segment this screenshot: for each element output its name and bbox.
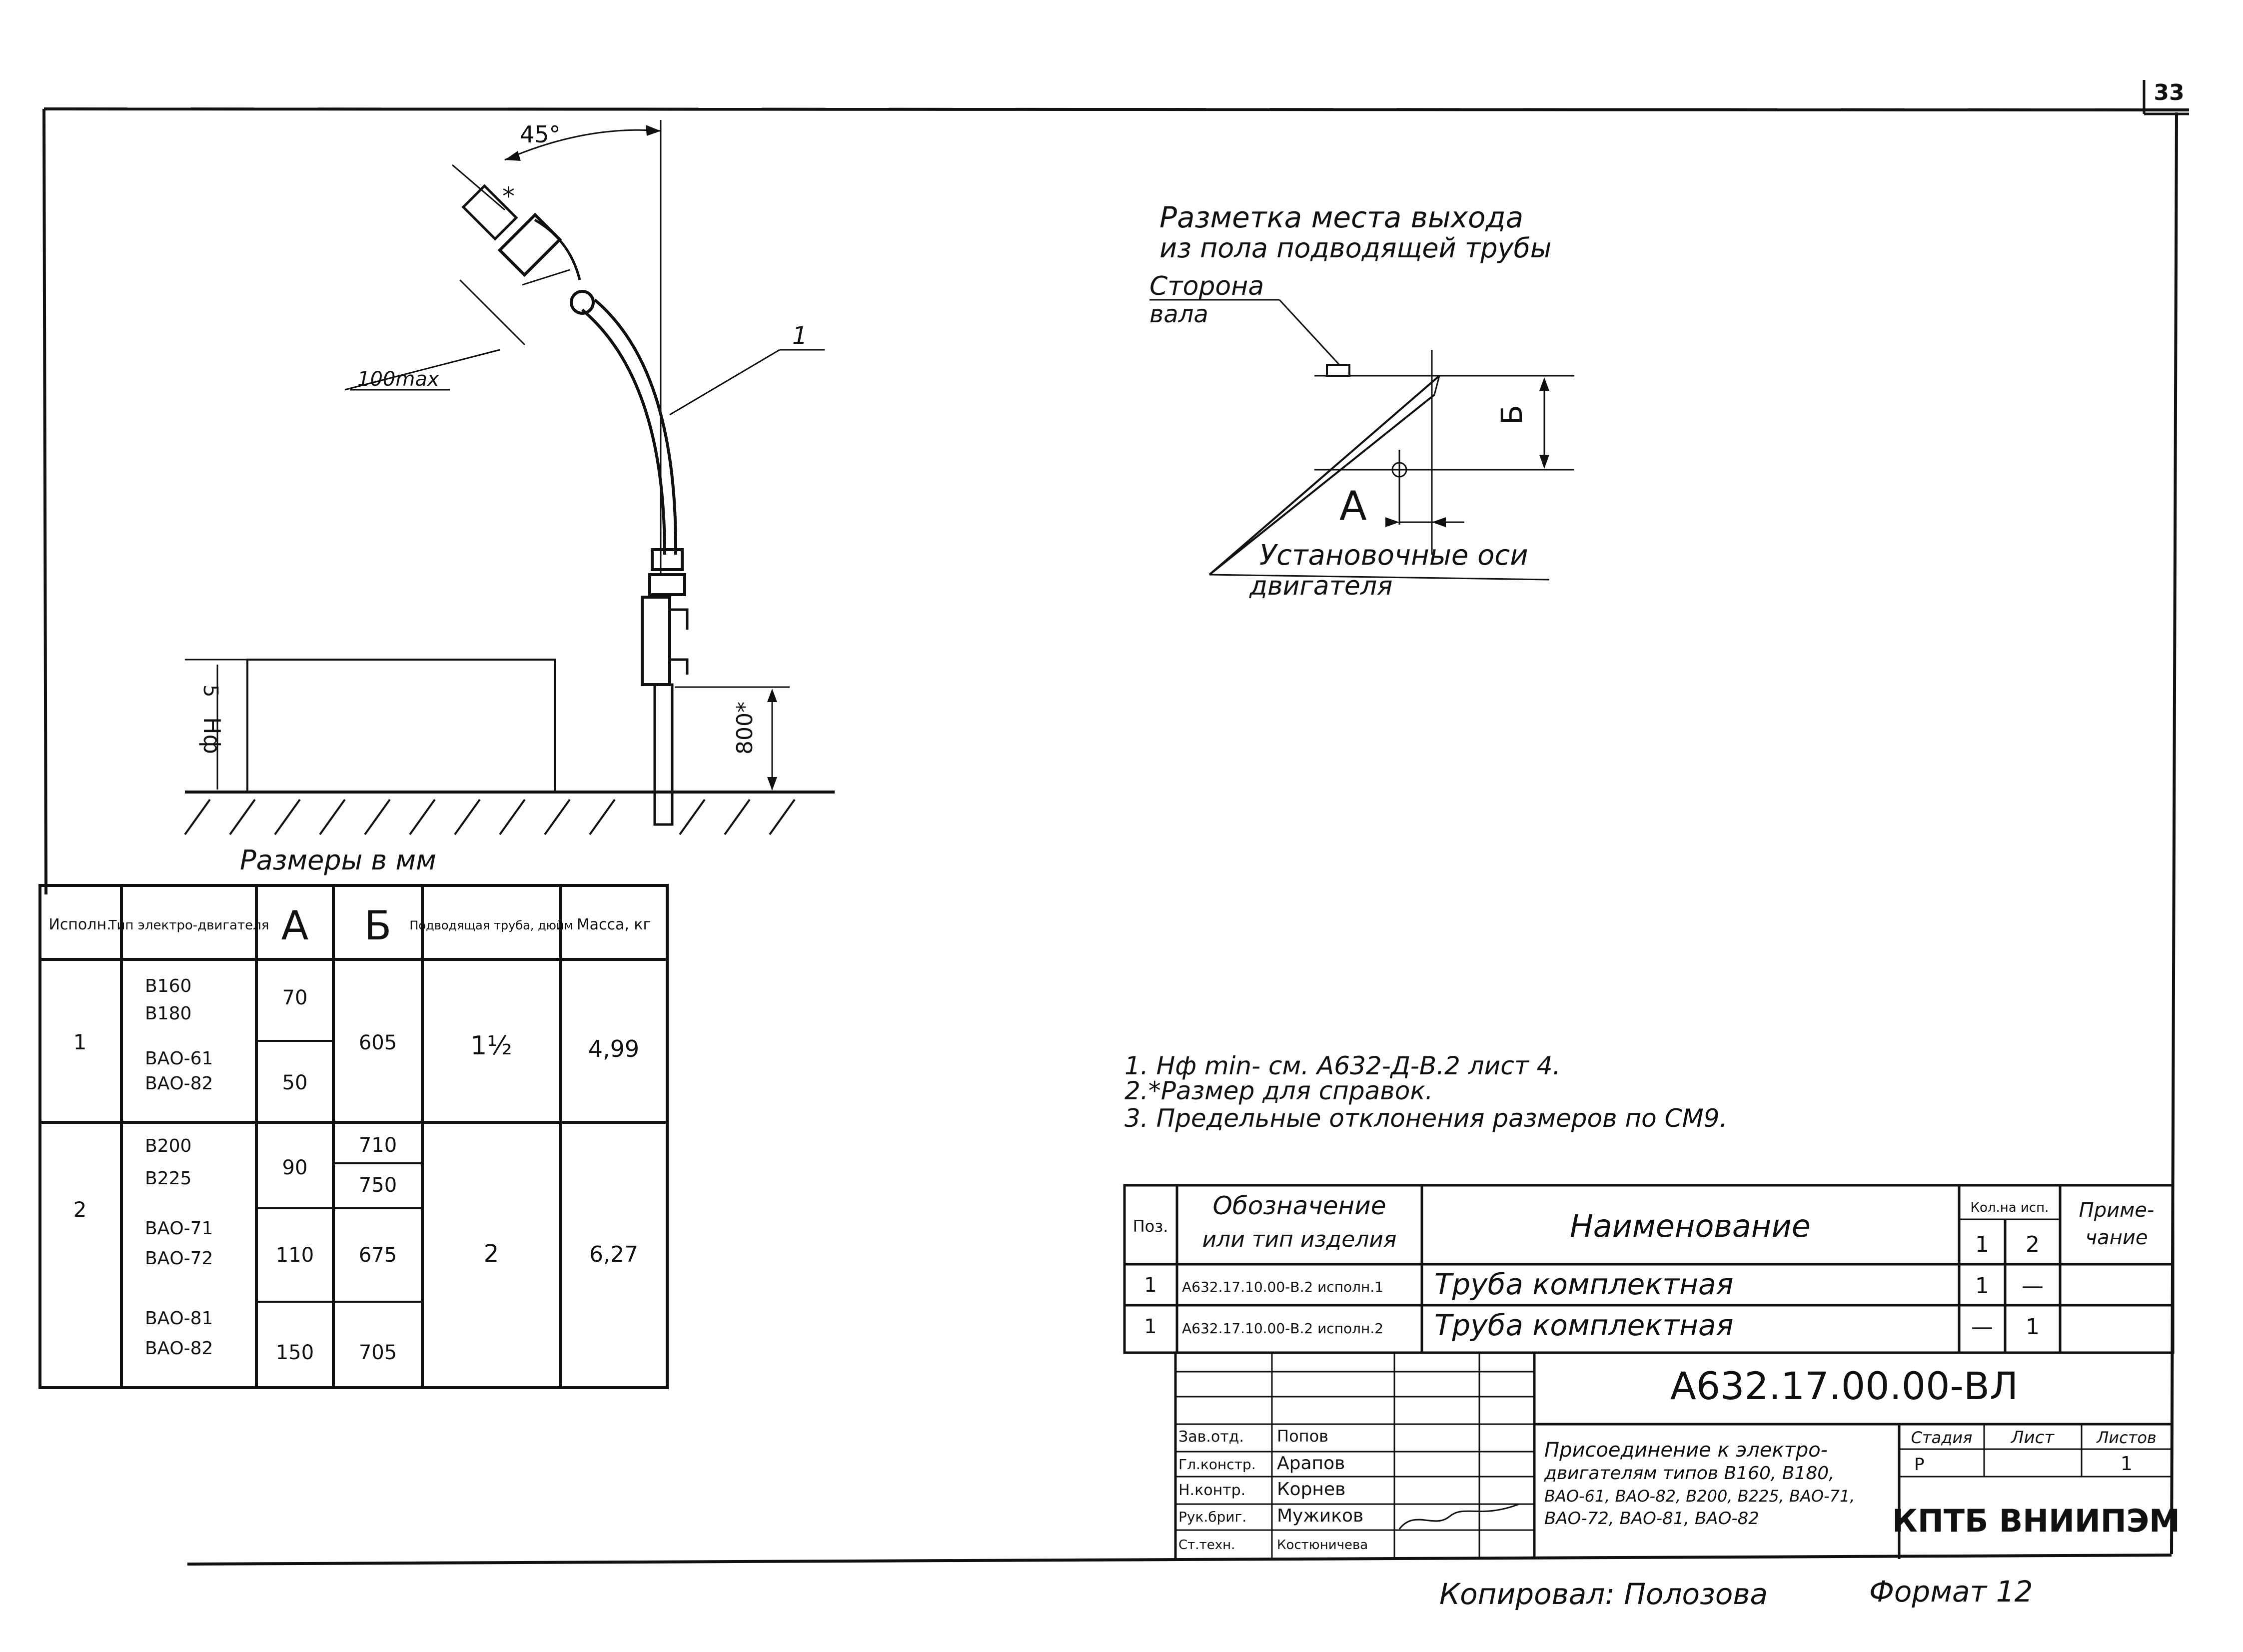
dim-800-label: 800* <box>732 702 758 755</box>
type-vao81: ВАО-81 <box>145 1308 213 1329</box>
dim-a-label: А <box>1339 483 1367 529</box>
title-block-text <box>1178 1364 2180 1553</box>
marking-title-1: Разметка места выхода <box>1159 200 1524 234</box>
title-line-2: двигателям типов В160, В180, <box>1544 1463 1835 1484</box>
sheet-number: 33 <box>2154 80 2185 105</box>
side-label-1: Сторона <box>1149 271 1264 301</box>
mass-2: 6,27 <box>589 1242 638 1267</box>
th-exec: Исполн. <box>48 916 111 933</box>
exec-2: 2 <box>73 1197 87 1222</box>
signer-role-3: Н.контр. <box>1178 1482 1246 1499</box>
dim-100max: 100max <box>357 368 439 391</box>
signer-name-5: Костюничева <box>1277 1538 1368 1553</box>
type-vao71: ВАО-71 <box>145 1218 213 1239</box>
spec-h-name: Наименование <box>1570 1208 1811 1244</box>
marking-view <box>1149 300 1574 580</box>
copied-by: Копировал: Полозова <box>1439 1577 1768 1611</box>
th-b: Б <box>364 902 392 949</box>
pipe-1: 1½ <box>470 1031 512 1061</box>
b-675: 675 <box>358 1244 397 1267</box>
a-70: 70 <box>282 986 308 1009</box>
signer-role-1: Зав.отд. <box>1178 1428 1244 1446</box>
notes <box>1124 1051 1727 1133</box>
signature <box>1399 1504 1519 1529</box>
spec-row2-pos: 1 <box>1144 1315 1157 1338</box>
spec-h-note-2: чание <box>2085 1226 2148 1249</box>
exec-1: 1 <box>73 1030 87 1054</box>
sheets-header: Листов <box>2097 1428 2157 1447</box>
a-90: 90 <box>282 1156 308 1179</box>
signer-role-5: Ст.техн. <box>1178 1538 1235 1553</box>
type-vao82: ВАО-82 <box>145 1073 213 1094</box>
org-name: КПТБ ВНИИПЭМ <box>1892 1503 2180 1539</box>
note-1: 1. Нф min- см. А632-Д-В.2 лист 4. <box>1124 1051 1561 1080</box>
format-label: Формат 12 <box>1869 1575 2033 1609</box>
type-b180: В180 <box>145 1003 192 1024</box>
note-3: 3. Предельные отклонения размеров по СМ9. <box>1124 1104 1728 1133</box>
spec-row1-designation: А632.17.10.00-В.2 исполн.1 <box>1182 1279 1384 1295</box>
type-b160: В160 <box>145 976 192 996</box>
spec-h-design-2: или тип изделия <box>1202 1227 1397 1252</box>
sizes-note: Размеры в мм <box>240 844 436 876</box>
spec-h-qty-1: 1 <box>1975 1232 1989 1257</box>
a-110: 110 <box>275 1244 314 1267</box>
title-line-3: ВАО-61, ВАО-82, В200, В225, ВАО-71, <box>1544 1487 1855 1506</box>
axes-label-1: Установочные оси <box>1259 539 1528 572</box>
spec-row1-name: Труба комплектная <box>1434 1267 1734 1301</box>
spec-h-pos: Поз. <box>1132 1217 1168 1236</box>
b-705: 705 <box>358 1341 397 1364</box>
spec-h-note-1: Приме- <box>2079 1199 2155 1222</box>
a-50: 50 <box>282 1071 308 1094</box>
leader-1-label: 1 <box>792 322 808 350</box>
type-vao72: ВАО-72 <box>145 1248 213 1269</box>
size-table <box>40 885 667 1388</box>
spec-row2-q1: — <box>1971 1314 1993 1340</box>
dim-hf-label: Нф <box>198 717 225 754</box>
signer-name-3: Корнев <box>1277 1479 1346 1500</box>
angle-label: 45° <box>520 121 561 148</box>
spec-h-design-1: Обозначение <box>1212 1191 1386 1220</box>
th-pipe: Подводящая труба, дюйм <box>409 918 573 932</box>
spec-table-text <box>1133 1191 2155 1342</box>
note-2: 2.*Размер для справок. <box>1124 1076 1433 1105</box>
signer-name-1: Попов <box>1277 1427 1328 1446</box>
a-150: 150 <box>275 1341 314 1364</box>
b-750: 750 <box>358 1174 397 1197</box>
marking-title-2: из пола подводящей трубы <box>1159 232 1552 264</box>
document-code: А632.17.00.00-ВЛ <box>1670 1364 2019 1408</box>
star-mark: * <box>502 182 515 211</box>
axes-label-2: двигателя <box>1249 571 1393 601</box>
dim-b-label: Б <box>1495 405 1529 425</box>
pipe-2: 2 <box>483 1240 499 1268</box>
spec-row1-q2: — <box>2022 1273 2044 1299</box>
stage-header: Стадия <box>1911 1428 1973 1447</box>
th-a: А <box>281 902 309 949</box>
th-mass: Масса, кг <box>576 916 651 933</box>
b-710: 710 <box>358 1134 397 1157</box>
spec-row1-pos: 1 <box>1144 1274 1157 1297</box>
type-vao61: ВАО-61 <box>145 1048 213 1069</box>
dim-h5-label: 5 <box>199 685 222 698</box>
type-b200: В200 <box>145 1136 192 1156</box>
type-vao82b: ВАО-82 <box>145 1338 213 1359</box>
stage-value: Р <box>1914 1455 1925 1475</box>
mass-1: 4,99 <box>588 1035 640 1062</box>
spec-row2-q2: 1 <box>2026 1314 2040 1340</box>
side-label-2: вала <box>1149 300 1208 328</box>
signer-role-2: Гл.констр. <box>1178 1456 1256 1473</box>
type-b225: В225 <box>145 1168 192 1189</box>
spec-row2-designation: А632.17.10.00-В.2 исполн.2 <box>1182 1320 1384 1337</box>
sheet-header: Лист <box>2011 1428 2055 1448</box>
sheets-value: 1 <box>2120 1453 2133 1475</box>
th-motor-type: Тип электро-двигателя <box>108 918 269 933</box>
spec-row2-name: Труба комплектная <box>1434 1308 1734 1342</box>
signer-name-2: Арапов <box>1277 1453 1345 1474</box>
title-line-1: Присоединение к электро- <box>1544 1439 1828 1462</box>
signer-role-4: Рук.бриг. <box>1178 1509 1247 1525</box>
spec-h-qty-2: 2 <box>2026 1232 2040 1257</box>
title-line-4: ВАО-72, ВАО-81, ВАО-82 <box>1544 1509 1759 1529</box>
spec-h-qty: Кол.на исп. <box>1970 1200 2049 1215</box>
signer-name-4: Мужиков <box>1277 1506 1364 1526</box>
spec-row1-q1: 1 <box>1975 1273 1989 1299</box>
b-605: 605 <box>358 1031 397 1054</box>
